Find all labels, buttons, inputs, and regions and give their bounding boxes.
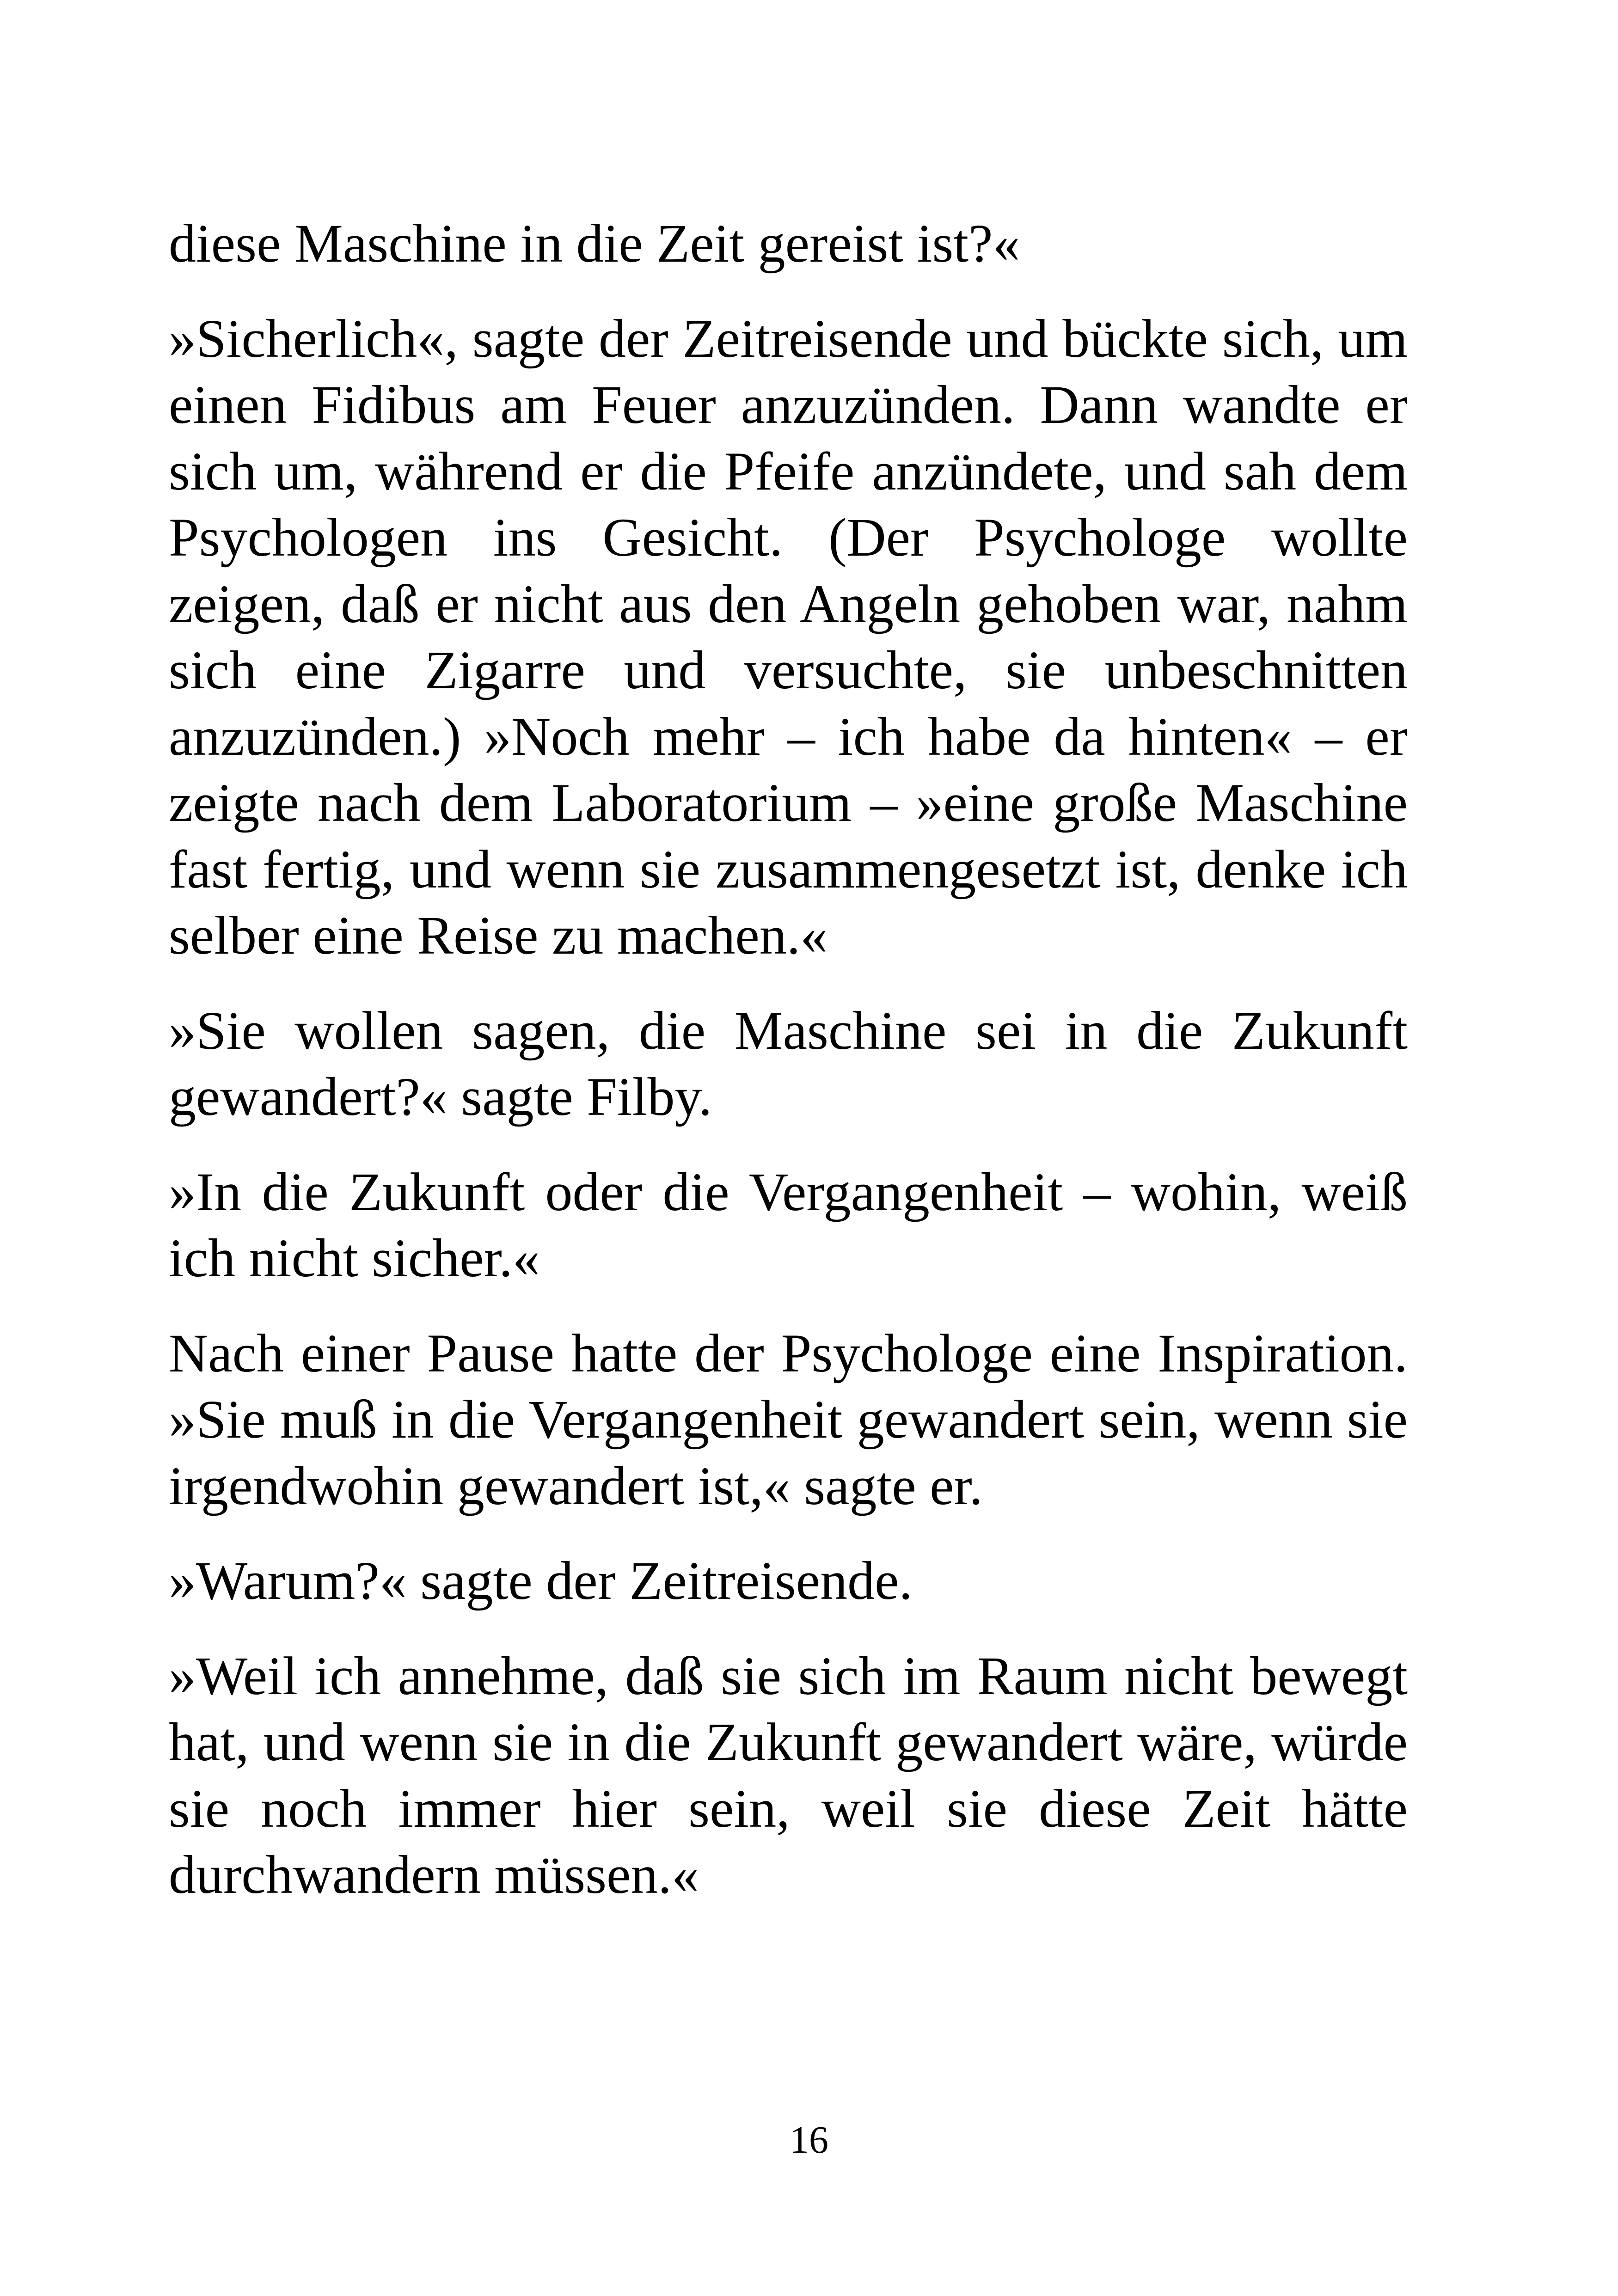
page-number: 16 (790, 2118, 828, 2161)
paragraph-5: Nach einer Pause hatte der Psychologe eine Inspiration. »Sie muß in die Vergangenheit gewandert sein, wenn sie irgendwohin gewandert ist,« sagte er. (169, 1322, 1408, 1516)
paragraph-1: diese Maschine in die Zeit gereist ist?« (169, 213, 1020, 274)
body-text (169, 210, 1408, 1908)
paragraph-4: »In die Zukunft oder die Vergangenheit – wohin, weiß ich nicht sicher.« (169, 1161, 1408, 1288)
paragraph-3: »Sie wollen sagen, die Maschine sei in die Zukunft gewandert?« sagte Filby. (169, 1000, 1408, 1127)
paragraph-7: »Weil ich annehme, daß sie sich im Raum nicht bewegt hat, und wenn sie in die Zukunft gewandert wäre, würde sie noch immer hier sein, weil sie diese Zeit hätte durchwandern müssen.« (169, 1645, 1408, 1905)
paragraph-2: »Sicherlich«, sagte der Zeitreisende und bückte sich, um einen Fidibus am Feuer anzuzünden. Dann wandte er sich um, während er die Pfeife anzündete, und sah dem Psychologen ins Gesicht. (Der Psychologe wollte zeigen, daß er nicht aus den Angeln gehoben war, nahm sich eine Zigarre und versuchte, sie unbeschnitten anzuzünden.) »Noch mehr – ich habe da hinten« – er zeigte nach dem Laboratorium – »eine große Maschine fast fertig, und wenn sie zusammengesetzt ist, denke ich selber eine Reise zu machen.« (169, 308, 1408, 966)
paragraph-6: »Warum?« sagte der Zeitreisende. (169, 1550, 913, 1611)
